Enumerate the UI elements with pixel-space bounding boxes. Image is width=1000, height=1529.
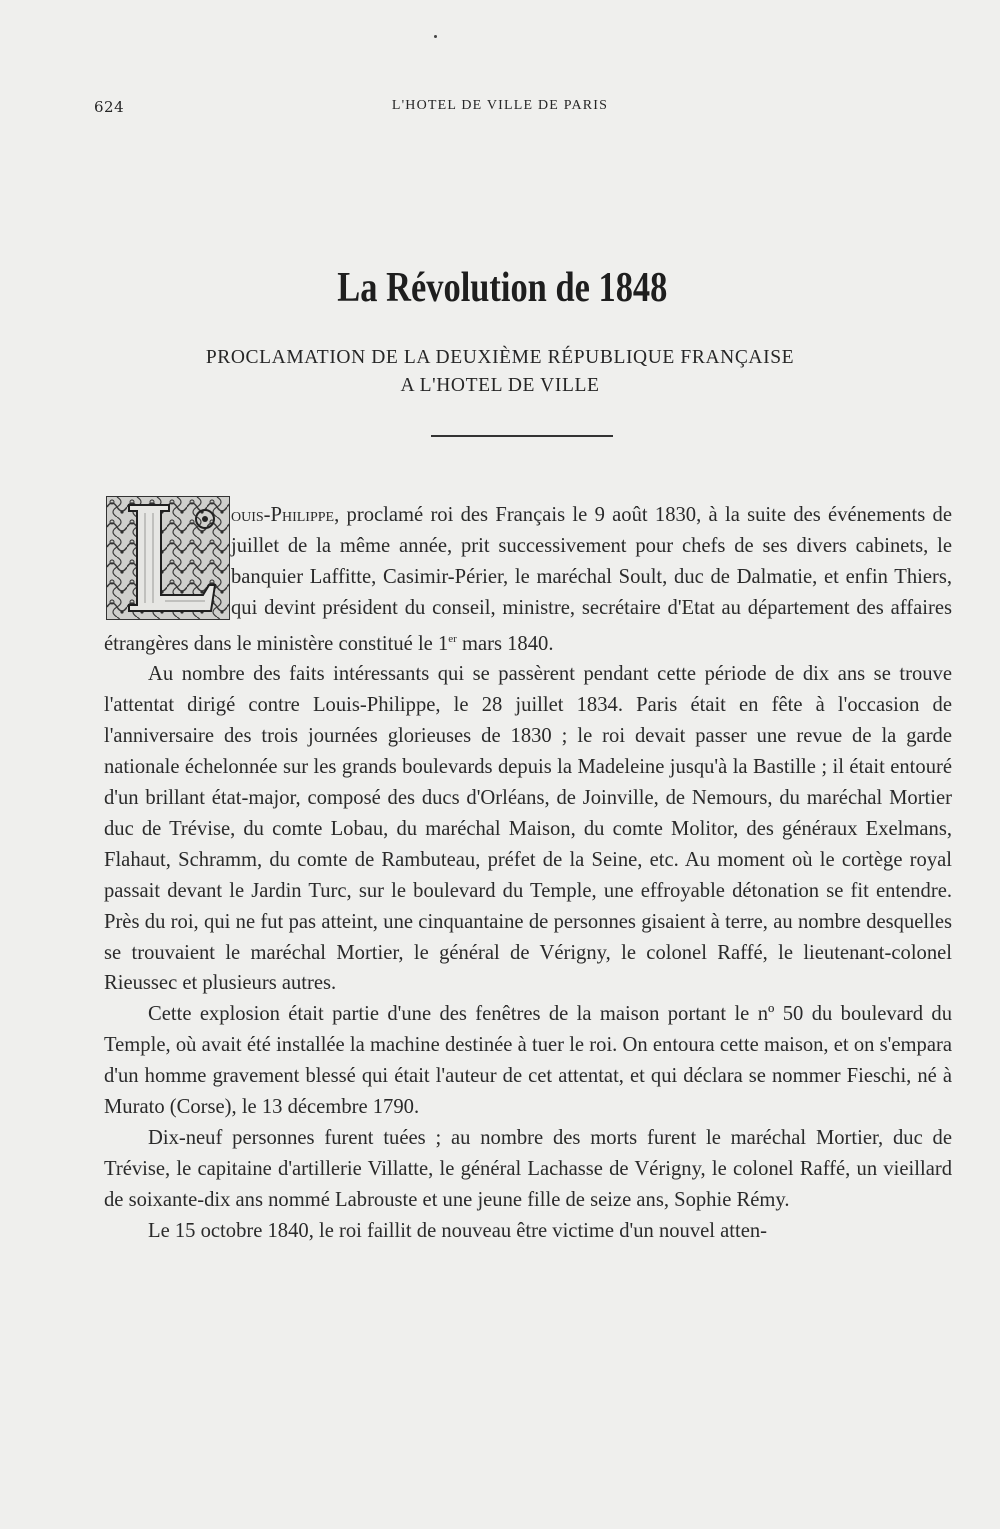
running-head — [0, 98, 1000, 118]
running-title: L'HOTEL DE VILLE DE PARIS — [391, 98, 609, 113]
superscript-er: er — [448, 632, 457, 645]
chapter-subtitle — [0, 344, 1000, 400]
paragraph-4: Dix-neuf personnes furent tuées ; au nombre des morts furent le maréchal Mortier, duc de Trévise, le capitaine d'artillerie Villatte, le général Lachasse de Vérigny, le colonel Raffé, un vieillard de soixante-dix ans nommé Labrouste et une jeune fille de seize ans, Sophie Rémy. — [104, 1126, 952, 1211]
chapter-title: La Révolution de 1848 — [337, 265, 668, 311]
paragraph-3: Cette explosion était partie d'une des fenêtres de la maison portant le nº 50 du boulevard du Temple, où avait été installée la machine destinée à tuer le roi. On entoura cette maison, et on s'empara d'un homme gravement blessé qui était l'auteur de cet attentat, et qui déclara se nommer Fieschi, né à Murato (Corse), le 13 décembre 1790. — [104, 1003, 952, 1119]
paragraph-1: ouis-Philippe, proclamé roi des Français le 9 août 1830, à la suite des événements de juillet de la même année, prit successivement pour chefs de ses divers cabinets, le banquier Laffitte, Casimir-Périer, le maréchal Soult, duc de Dalmatie, et enfin Thiers, qui devint président du conseil, ministre, secrétaire d'Etat au département des affaires étrangères dans le ministère constitué le 1er mars 1840. — [104, 504, 952, 655]
page-number: 624 — [94, 98, 125, 116]
body-text — [104, 500, 952, 1247]
separator-rule — [431, 435, 613, 437]
subtitle-line-1: PROCLAMATION DE LA DEUXIÈME RÉPUBLIQUE FRANÇAISE — [205, 347, 795, 368]
subtitle-line-2: A L'HOTEL DE VILLE — [400, 375, 600, 396]
stray-dot — [434, 35, 437, 38]
paragraph-5: Le 15 octobre 1840, le roi faillit de nouveau être victime d'un nouvel atten- — [148, 1219, 768, 1242]
opening-word: ouis-Philippe, — [231, 504, 340, 526]
paragraph-2: Au nombre des faits intéressants qui se passèrent pendant cette période de dix ans se trouve l'attentat dirigé contre Louis-Philippe, le 28 juillet 1834. Paris était en fête à l'occasion de l'anniversaire des trois journées glorieuses de 1830 ; le roi devait passer une revue de la garde nationale échelonnée sur les grands boulevards depuis la Madeleine jusqu'à la Bastille ; il était entouré d'un brillant état-major, composé des ducs d'Orléans, de Joinville, de Nemours, du maréchal Mortier duc de Trévise, du comte Lobau, du maréchal Maison, du comte Molitor, des généraux Exelmans, Flahaut, Schramm, du comte de Rambuteau, préfet de la Seine, etc. Au moment où le cortège royal passait devant le Jardin Turc, sur le boulevard du Temple, une effroyable détonation se fit entendre. Près du roi, qui ne fut pas atteint, une cinquantaine de personnes gisaient à terre, au nombre desquelles se trouvaient le maréchal Mortier, le général de Vérigny, le colonel Raffé, le lieutenant-colonel Rieussec et plusieurs autres. — [104, 663, 952, 995]
